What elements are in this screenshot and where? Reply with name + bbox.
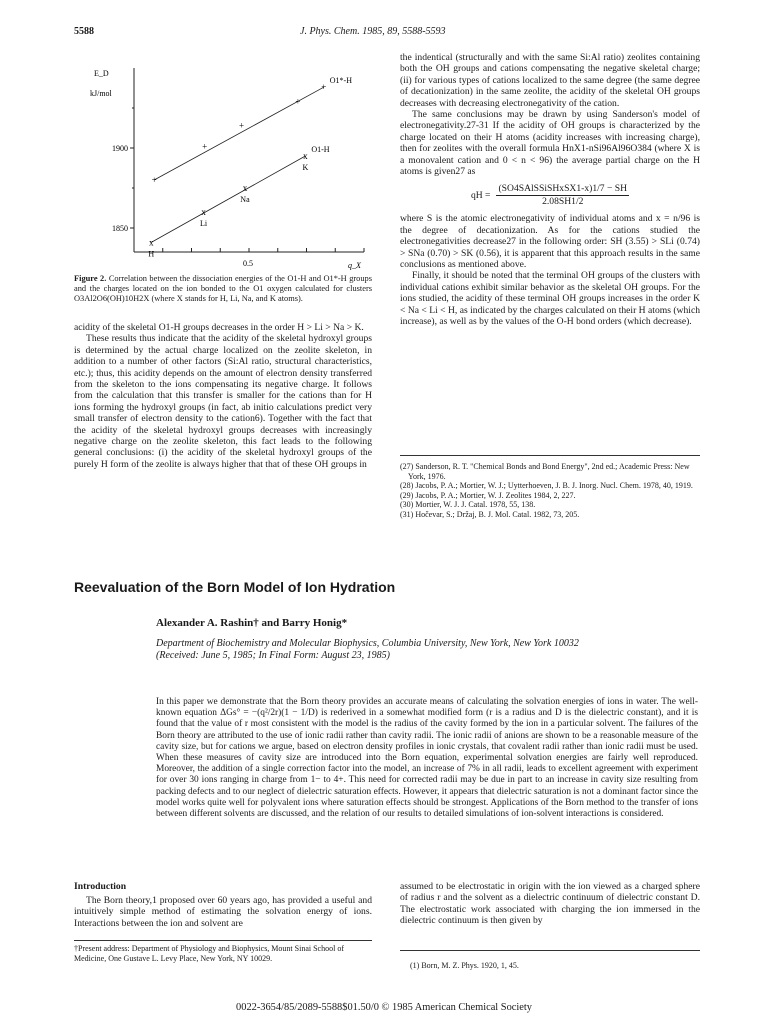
series-label: O1*-H — [329, 76, 352, 86]
page-number: 5588 — [74, 26, 94, 37]
figure-caption-text: Correlation between the dissociation energies of the O1-H and O1*-H groups and the charges located on the ion bonded to the O1 oxygen calculated for clusters O3Al2O6(OH)10H2X (where X stands for H, Li, Na, and K atoms). — [74, 274, 373, 303]
footnote-divider-right — [400, 950, 700, 951]
reference-item: (27) Sanderson, R. T. "Chemical Bonds and Bond Energy", 2nd ed.; Academic Press: New York, 1976. — [400, 462, 690, 481]
figure-2-chart — [74, 56, 374, 272]
x-axis-label: q_X — [348, 261, 361, 270]
article-title: Reevaluation of the Born Model of Ion Hydration — [74, 579, 396, 595]
x-tick-label: 0.5 — [243, 259, 253, 268]
reference-item: (29) Jacobs, P. A.; Mortier, W. J. Zeolites 1984, 2, 227. — [400, 490, 576, 500]
ion-label: Na — [240, 195, 250, 204]
right-paragraph-3: where S is the atomic electronegativity of individual atoms and x = n/96 is the degree of decationization. As for the cations studied the electronegativities decrease27 in the following order: SH (3.55) > SLi (0.74) > SNa (0.70) > SK (0.56), it is apparent that this approach results in the same conclusions as mentioned above. — [400, 213, 700, 270]
ion-label: K — [302, 163, 309, 172]
reference-item: (31) Hočevar, S.; Držaj, B. J. Mol. Catal. 1982, 73, 205. — [400, 509, 580, 519]
ion-label: Li — [200, 219, 208, 228]
left-paragraph-1: acidity of the skeletal O1-H groups decreases in the order H > Li > Na > K. — [74, 322, 364, 333]
right-paragraph-4: Finally, it should be noted that the terminal OH groups of the clusters with individual cations exhibit similar behavior as the skeletal OH groups. For the ions studied, the acidity of these terminal OH groups increases in the order K < Na < Li < H, as indicated by the charges calculated on their H atoms (which increase), as well as by the values of the O-H bond orders (which decrease). — [400, 270, 700, 327]
received-dates: (Received: June 5, 1985; In Final Form: August 23, 1985) — [156, 650, 390, 661]
data-point-marker: + — [295, 96, 301, 107]
y-axis-unit: kJ/mol — [90, 89, 112, 98]
authors: Alexander A. Rashin† and Barry Honig* — [156, 617, 348, 629]
references-divider — [400, 455, 700, 456]
affiliation — [156, 638, 696, 662]
y-axis-label: E_D — [94, 69, 109, 78]
data-point-marker: + — [151, 175, 157, 185]
abstract: In this paper we demonstrate that the Born theory provides an accurate means of calculating the solvation energies of ions in water. The well-known equation ΔGs° = −(q²/2r)(1 − 1/D) is rederived in a somewhat modified form (r is a radius and D is the dielectric constant), and it is found that the value of r most consistent with the model is the radius of the cavity formed by the ion in a particular solvent. The failures of the Born theory are attributed to the use of ionic radii rather than cavity radii. The ionic radii of anions are shown to be a reasonable measure of the cavity size, but for cations we argue, based on electron density profiles in ionic crystals, that covalent radii rather than ionic radii must be used. When these measures of cavity size are introduced into the Born equation, experimental solvation energies are fairly well reproduced. Moreover, the addition of a single correction factor into the model, an increase of 7% in all radii, leads to excellent agreement with experiment for over 30 ions ranging in charge from 1− to 4+. This need for corrected radii may be due in part to an increase in cavity size resulting from packing defects and to our neglect of dielectric saturation effects. However, it appears that dielectric saturation is not a dominant factor since the model works quite well for polyvalent ions where saturation effects should be strongest. Applications of the Born method to the transfer of ions between different solvents are discussed, and the relation of our results to detailed simulations of ion-solvent interactions is considered. — [156, 697, 698, 820]
left-column — [74, 322, 372, 470]
intro-left-paragraph: The Born theory,1 proposed over 60 years ago, has provided a useful and intuitively simple method of estimating the solvation energy of ions. Interactions between the ion and solvent are — [74, 895, 372, 929]
affiliation-text: Department of Biochemistry and Molecular Biophysics, Columbia University, New York, New York 10032 — [156, 638, 579, 649]
page-footer: 0022-3654/85/2089-5588$01.50/0 © 1985 American Chemical Society — [236, 1002, 532, 1013]
series-label: O1-H — [311, 145, 330, 154]
intro-right — [400, 881, 700, 927]
y-tick-label: 1900 — [112, 144, 128, 153]
footnote-left: †Present address: Department of Physiology and Biophysics, Mount Sinai School of Medicine, One Gustave L. Levy Place, New York, NY 10029. — [74, 944, 344, 963]
footnote-divider-left — [74, 940, 372, 941]
data-point-marker: + — [238, 120, 245, 131]
equation — [400, 183, 700, 207]
data-point-marker: x — [303, 151, 308, 161]
intro-left — [74, 895, 372, 929]
right-paragraph-2: The same conclusions may be drawn by using Sanderson's model of electronegativity.27-31 If the acidity of OH groups is characterized by the charge located on their H atoms (acidity increases with increasing charge), then for zeolites with the overall formula HnX1-nSi96Al96O384 (where X is a monovalent cation and 0 < n < 96) the average partial charge on the H atoms is given27 as — [400, 109, 700, 178]
equation-denominator: 2.08SH1/2 — [542, 195, 584, 207]
references — [400, 462, 700, 520]
intro-right-paragraph: assumed to be electrostatic in origin with the ion viewed as a charged sphere of radius r and the solvent as a dielectric continuum of dielectric constant D. The electrostatic work associated with charging the ion immersed in the dielectric continuum is then given by — [400, 881, 700, 927]
left-paragraph-2: These results thus indicate that the acidity of the skeletal hydroxyl groups is determined by the actual charge localized on the zeolite skeleton, in addition to a number of other factors (Si:Al ratio, structural characteristics, etc.); thus, this acidity depends on the amount of electron density transferred from the skeleton to the ions compensating its negative charge. It follows from the calculation that this transfer is smaller for the cations than for H ions forming the hydroxyl groups (in fact, ab initio calculations predict very small transfer of electron density to the cation6). Together with the fact that the acidity of the skeletal hydroxyl groups decreases with increasingly negative charge on the zeolite skeleton, this fact leads to the following general conclusions: (i) the acidity of the skeletal hydroxyl groups of the purely H form of the zeolite is always higher that that of these OH groups in — [74, 333, 372, 470]
data-point-marker: x — [149, 237, 154, 248]
figure-caption — [74, 274, 372, 304]
footnote-right: (1) Born, M. Z. Phys. 1920, 1, 45. — [410, 961, 519, 970]
reference-item: (28) Jacobs, P. A.; Mortier, W. J.; Uytterhoeven, J. B. J. Inorg. Nucl. Chem. 1978, 40, 1919. — [400, 481, 693, 491]
equation-lhs: qH = — [470, 189, 491, 201]
y-tick-label: 1850 — [112, 224, 128, 233]
figure-caption-label: Figure 2. — [74, 274, 107, 283]
equation-numerator: (SO4SAlSSiSHxSX1-x)1/7 − SH — [498, 183, 628, 195]
right-column — [400, 52, 700, 327]
right-paragraph-1: the indentical (structurally and with the same Si:Al ratio) zeolites containing both the OH groups and cations compensating the negative skeletal charge; (ii) for various types of cations localized to the same degree (the same degree of decationization) in the same zeolite, the acidity of the skeletal OH groups decreases with decreasing electronegativity of the cation. — [400, 52, 700, 109]
reference-item: (30) Mortier, W. J. J. Catal. 1978, 55, 138. — [400, 500, 536, 510]
intro-heading: Introduction — [74, 881, 127, 892]
data-point-marker: x — [201, 207, 206, 217]
journal-header: J. Phys. Chem. 1985, 89, 5588-5593 — [300, 26, 446, 37]
ion-label: H — [148, 249, 155, 259]
data-point-marker: + — [202, 141, 208, 152]
data-point-marker: + — [321, 82, 327, 93]
data-point-marker: x — [242, 183, 248, 193]
